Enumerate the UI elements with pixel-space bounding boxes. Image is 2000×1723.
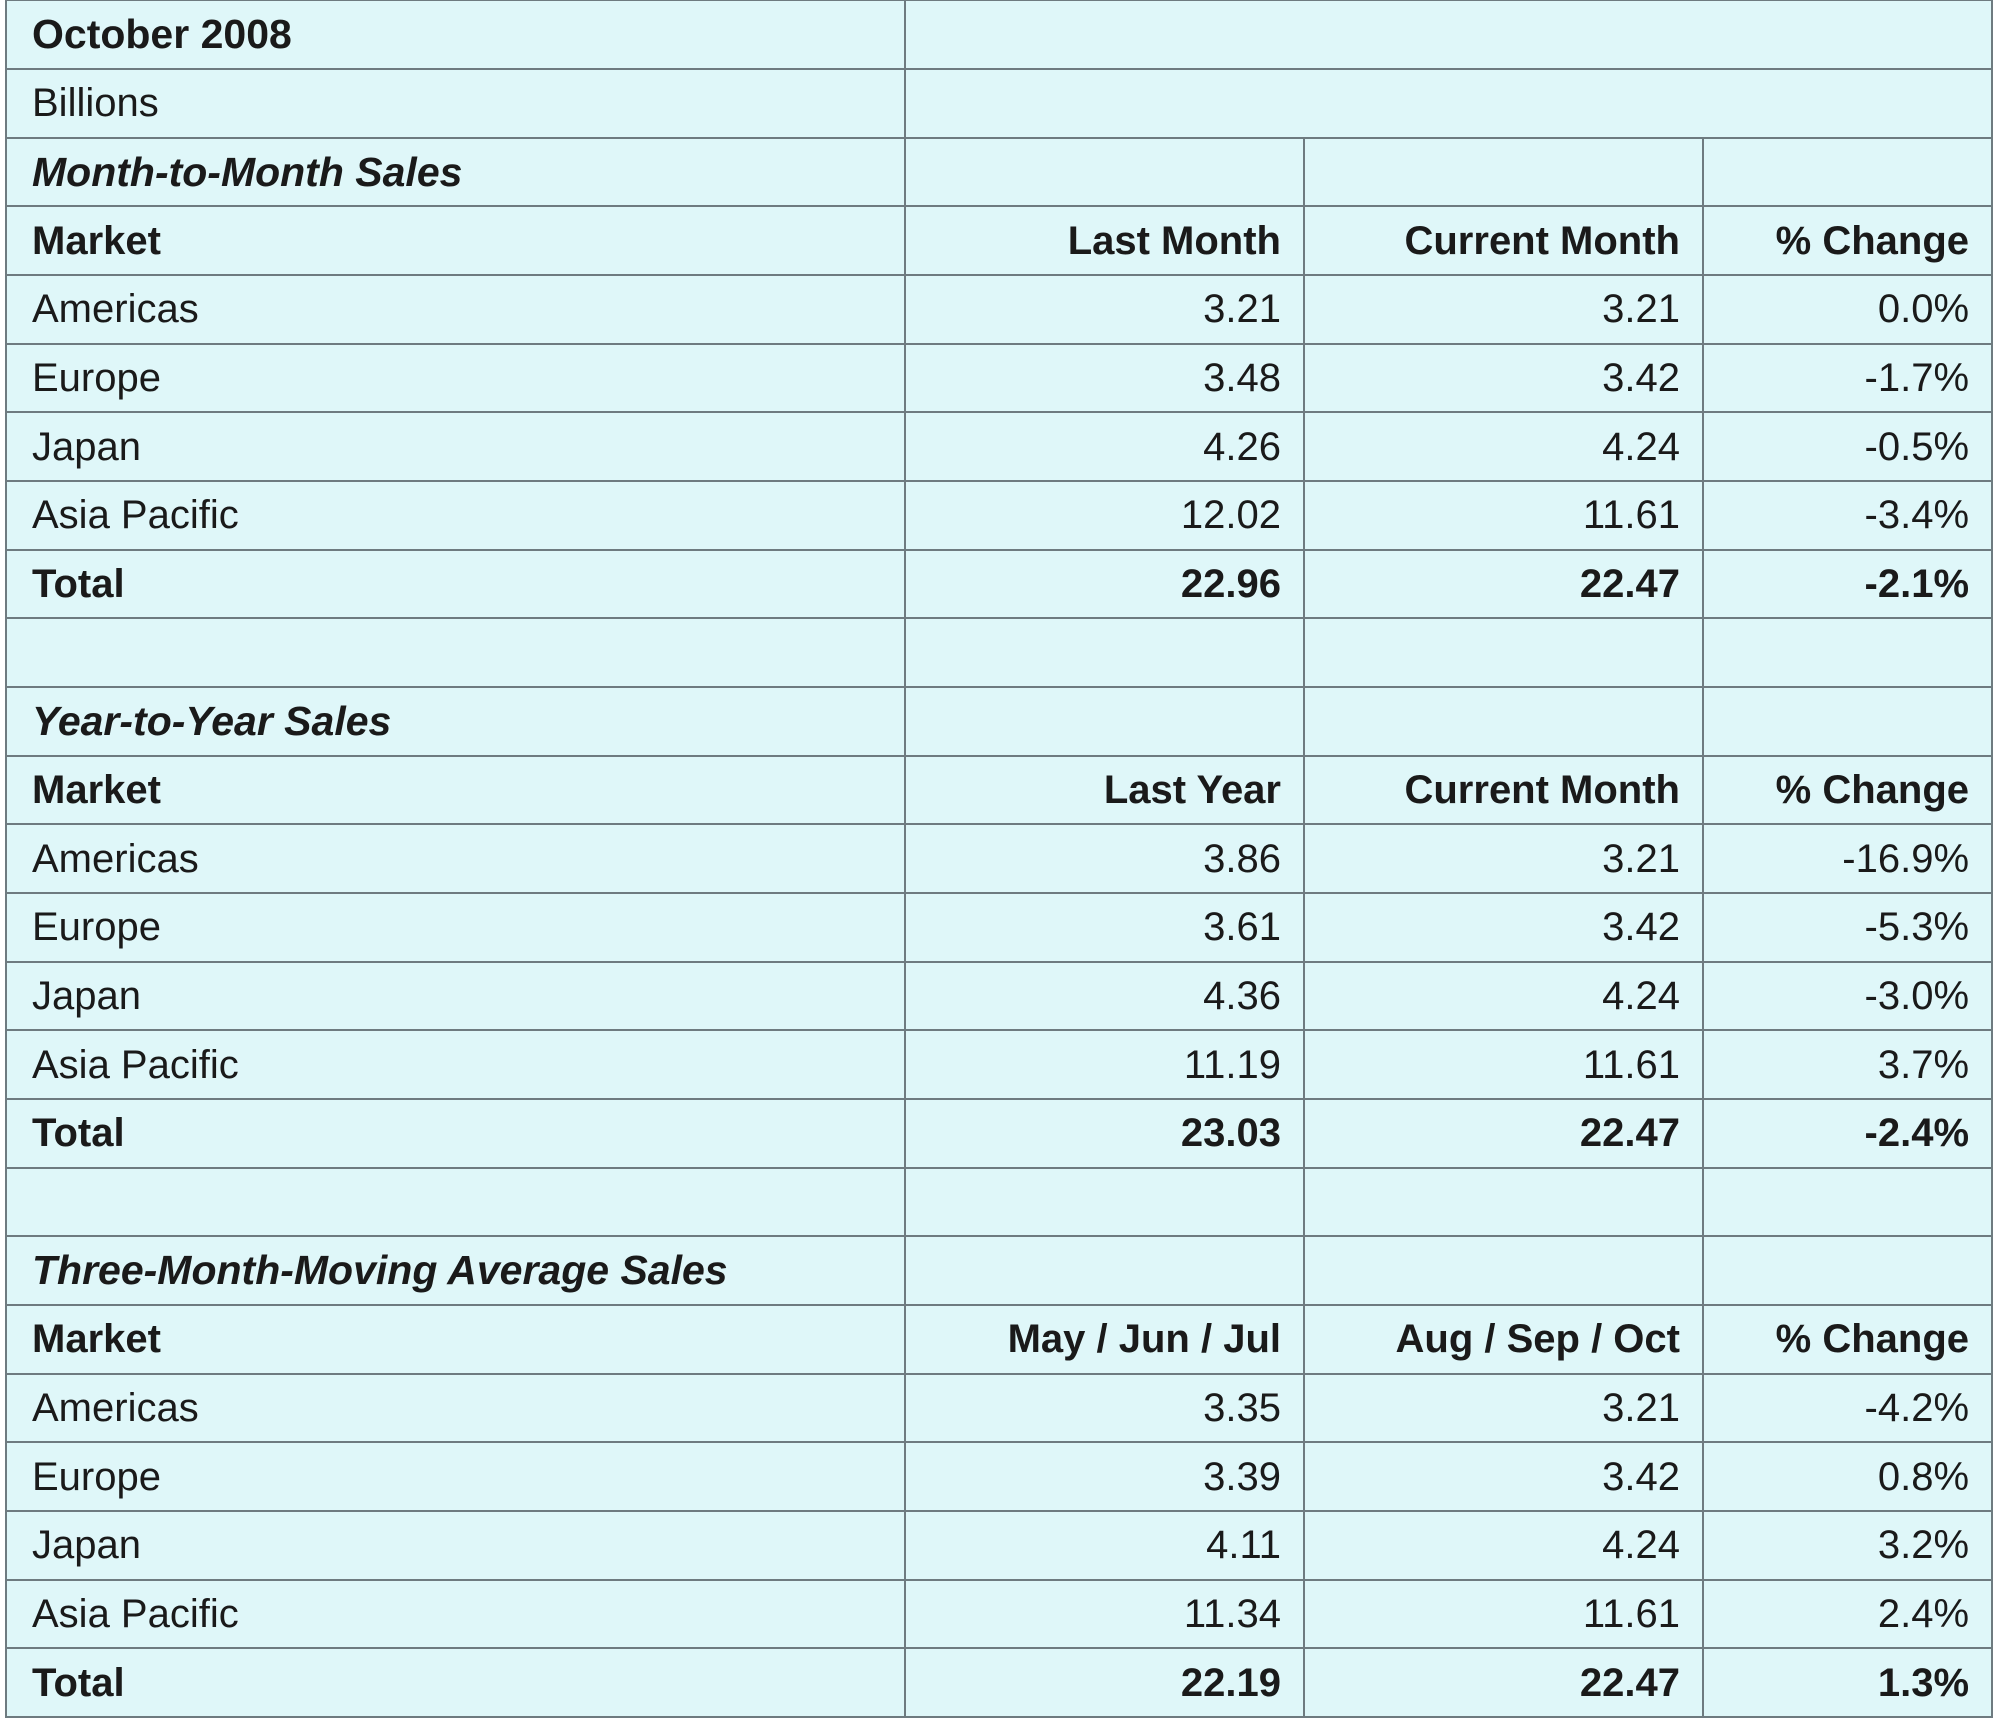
- empty-cell: [905, 138, 1304, 207]
- column-header-row: [6, 756, 1992, 825]
- table-row: [6, 1374, 1992, 1443]
- total-row: [6, 1099, 1992, 1168]
- column-header: Aug / Sep / Oct: [1304, 1305, 1703, 1374]
- empty-cell: [1304, 1236, 1703, 1305]
- column-header: Market: [6, 756, 905, 825]
- change-cell: 2.4%: [1703, 1580, 1992, 1649]
- empty-cell: [1703, 618, 1992, 687]
- value-cell: 11.34: [905, 1580, 1304, 1649]
- column-header: Current Month: [1304, 206, 1703, 275]
- empty-cell: [1703, 687, 1992, 756]
- column-header: May / Jun / Jul: [905, 1305, 1304, 1374]
- change-cell: -3.0%: [1703, 962, 1992, 1031]
- value-cell: 3.21: [905, 275, 1304, 344]
- table-row: [6, 824, 1992, 893]
- spacer-row: [6, 618, 1992, 687]
- table-row: [6, 412, 1992, 481]
- title-row-blank: [905, 1, 1992, 70]
- value-cell: 3.39: [905, 1442, 1304, 1511]
- empty-cell: [1304, 138, 1703, 207]
- column-header: % Change: [1703, 756, 1992, 825]
- table-row: [6, 1580, 1992, 1649]
- total-row: [6, 1648, 1992, 1717]
- total-row: [6, 550, 1992, 619]
- sales-table: [5, 0, 1993, 1718]
- total-change: 1.3%: [1703, 1648, 1992, 1717]
- table-row: [6, 481, 1992, 550]
- value-cell: 3.48: [905, 344, 1304, 413]
- value-cell: 11.61: [1304, 1580, 1703, 1649]
- column-header: % Change: [1703, 1305, 1992, 1374]
- empty-cell: [1304, 687, 1703, 756]
- empty-cell: [1703, 1168, 1992, 1237]
- market-cell: Asia Pacific: [6, 481, 905, 550]
- units-label: Billions: [6, 69, 905, 138]
- value-cell: 4.24: [1304, 1511, 1703, 1580]
- total-value: 22.47: [1304, 1099, 1703, 1168]
- table-row: [6, 1442, 1992, 1511]
- change-cell: -4.2%: [1703, 1374, 1992, 1443]
- value-cell: 4.36: [905, 962, 1304, 1031]
- change-cell: -3.4%: [1703, 481, 1992, 550]
- total-value: 22.19: [905, 1648, 1304, 1717]
- total-label: Total: [6, 1648, 905, 1717]
- empty-cell: [905, 618, 1304, 687]
- section-title-row: [6, 687, 1992, 756]
- market-cell: Japan: [6, 1511, 905, 1580]
- total-change: -2.4%: [1703, 1099, 1992, 1168]
- report-title: October 2008: [6, 1, 905, 70]
- change-cell: 3.7%: [1703, 1030, 1992, 1099]
- change-cell: 3.2%: [1703, 1511, 1992, 1580]
- change-cell: -0.5%: [1703, 412, 1992, 481]
- empty-cell: [905, 687, 1304, 756]
- market-cell: Europe: [6, 344, 905, 413]
- section-title: Month-to-Month Sales: [6, 138, 905, 207]
- market-cell: Asia Pacific: [6, 1030, 905, 1099]
- section-title-row: [6, 138, 1992, 207]
- value-cell: 11.19: [905, 1030, 1304, 1099]
- column-header: Last Year: [905, 756, 1304, 825]
- value-cell: 4.11: [905, 1511, 1304, 1580]
- value-cell: 3.42: [1304, 344, 1703, 413]
- empty-cell: [6, 1168, 905, 1237]
- market-cell: Japan: [6, 962, 905, 1031]
- market-cell: Europe: [6, 1442, 905, 1511]
- value-cell: 3.21: [1304, 275, 1703, 344]
- units-row-blank: [905, 69, 1992, 138]
- total-label: Total: [6, 550, 905, 619]
- column-header: Market: [6, 206, 905, 275]
- value-cell: 3.21: [1304, 824, 1703, 893]
- total-label: Total: [6, 1099, 905, 1168]
- change-cell: -5.3%: [1703, 893, 1992, 962]
- value-cell: 3.35: [905, 1374, 1304, 1443]
- value-cell: 4.24: [1304, 412, 1703, 481]
- column-header: Last Month: [905, 206, 1304, 275]
- units-row: [6, 69, 1992, 138]
- market-cell: Asia Pacific: [6, 1580, 905, 1649]
- total-value: 22.47: [1304, 1648, 1703, 1717]
- value-cell: 11.61: [1304, 481, 1703, 550]
- table-row: [6, 962, 1992, 1031]
- column-header-row: [6, 1305, 1992, 1374]
- market-cell: Americas: [6, 275, 905, 344]
- market-cell: Americas: [6, 824, 905, 893]
- change-cell: 0.0%: [1703, 275, 1992, 344]
- table-row: [6, 1511, 1992, 1580]
- value-cell: 3.42: [1304, 893, 1703, 962]
- section-title: Year-to-Year Sales: [6, 687, 905, 756]
- table-row: [6, 893, 1992, 962]
- value-cell: 3.42: [1304, 1442, 1703, 1511]
- empty-cell: [1304, 618, 1703, 687]
- table-row: [6, 344, 1992, 413]
- column-header: Market: [6, 1305, 905, 1374]
- value-cell: 3.86: [905, 824, 1304, 893]
- table-row: [6, 1030, 1992, 1099]
- market-cell: Japan: [6, 412, 905, 481]
- total-value: 22.47: [1304, 550, 1703, 619]
- spacer-row: [6, 1168, 1992, 1237]
- section-title-row: [6, 1236, 1992, 1305]
- value-cell: 4.26: [905, 412, 1304, 481]
- section-title: Three-Month-Moving Average Sales: [6, 1236, 905, 1305]
- column-header: Current Month: [1304, 756, 1703, 825]
- empty-cell: [1304, 1168, 1703, 1237]
- market-cell: Americas: [6, 1374, 905, 1443]
- value-cell: 12.02: [905, 481, 1304, 550]
- change-cell: 0.8%: [1703, 1442, 1992, 1511]
- empty-cell: [1703, 138, 1992, 207]
- empty-cell: [6, 618, 905, 687]
- title-row: [6, 1, 1992, 70]
- value-cell: 4.24: [1304, 962, 1703, 1031]
- value-cell: 3.21: [1304, 1374, 1703, 1443]
- value-cell: 3.61: [905, 893, 1304, 962]
- table-row: [6, 275, 1992, 344]
- total-value: 22.96: [905, 550, 1304, 619]
- column-header-row: [6, 206, 1992, 275]
- total-value: 23.03: [905, 1099, 1304, 1168]
- empty-cell: [905, 1168, 1304, 1237]
- empty-cell: [905, 1236, 1304, 1305]
- total-change: -2.1%: [1703, 550, 1992, 619]
- change-cell: -1.7%: [1703, 344, 1992, 413]
- empty-cell: [1703, 1236, 1992, 1305]
- value-cell: 11.61: [1304, 1030, 1703, 1099]
- change-cell: -16.9%: [1703, 824, 1992, 893]
- market-cell: Europe: [6, 893, 905, 962]
- column-header: % Change: [1703, 206, 1992, 275]
